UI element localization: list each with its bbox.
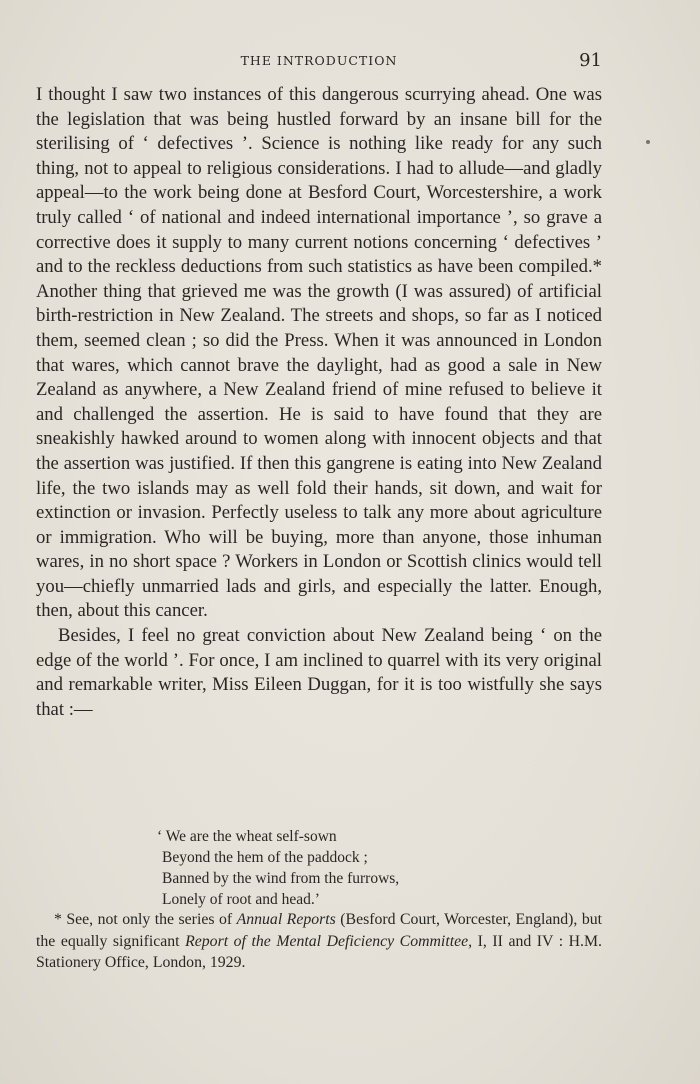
footnote-title: Report of the Mental Deficiency Committee, [185, 932, 473, 950]
footnote-mark: * [54, 911, 62, 928]
footnote-text: I, II and IV : H.M. Stationery Office, London, 1929. [36, 932, 602, 971]
poem-quotation [157, 826, 400, 910]
chapter-title: THE INTRODUCTION [240, 53, 398, 68]
footnote-text: (Besford Court, Worcester, England), but the equally significant [36, 911, 603, 950]
poem-line: Beyond the hem of the paddock ; [162, 849, 368, 866]
footnote-text: See, not only the series of [66, 911, 233, 928]
paragraph: I thought I saw two instances of this dangerous scurrying ahead. One was the legislation that was being hustled forward by an insane bill for the sterilising of ‘ defectives ’. Science is nothing like ready for any such thing, not to appeal to religious considerations. I had to allude—and gladly appeal—to the work being done at Besford Court, Worcestershire, a work truly called ‘ of national and indeed international importance ’, so grave a corrective does it supply to many current notions concerning ‘ defectives ’ and to the reckless deductions from such statistics as have been compiled.* Another thing that grieved me was the growth (I was assured) of artificial birth-restriction in New Zealand. The streets and shops, so far as I noticed them, seemed clean ; so did the Press. When it was announced in London that wares, which cannot brave the daylight, had as good a sale in New Zealand as anywhere, a New Zealand friend of mine refused to believe it and challenged the assertion. He is said to have found that they are sneakishly hawked around to women along with innocent objects and that the assertion was justified. If then this gangrene is eating into New Zealand life, the two islands may as well fold their hands, sit down, and wait for extinction or invasion. Perfectly useless to talk any more about agriculture or immigration. Who will be buying, more than anyone, those inhuman wares, in no short space ? Workers in London or Scottish clinics would tell you—chiefly unmarried lads and girls, and especially the latter. Enough, then, about this cancer. [36, 84, 602, 622]
paragraph: Besides, I feel no great conviction about New Zealand being ‘ on the edge of the world ’. For once, I am inclined to quarrel with its very original and remarkable writer, Miss Eileen Duggan, for it is too wistfully she says that :— [36, 625, 602, 720]
body-text [36, 83, 602, 722]
poem-line: Banned by the wind from the furrows, [162, 870, 400, 887]
footnote-title: Annual Reports [236, 911, 336, 928]
poem-line: Lonely of root and head.’ [162, 891, 320, 908]
poem-line: ‘ We are the wheat self-sown [157, 828, 337, 845]
page-number: 91 [579, 50, 602, 71]
running-head [36, 50, 602, 72]
footnote [36, 909, 602, 974]
paper-speck [646, 140, 650, 144]
